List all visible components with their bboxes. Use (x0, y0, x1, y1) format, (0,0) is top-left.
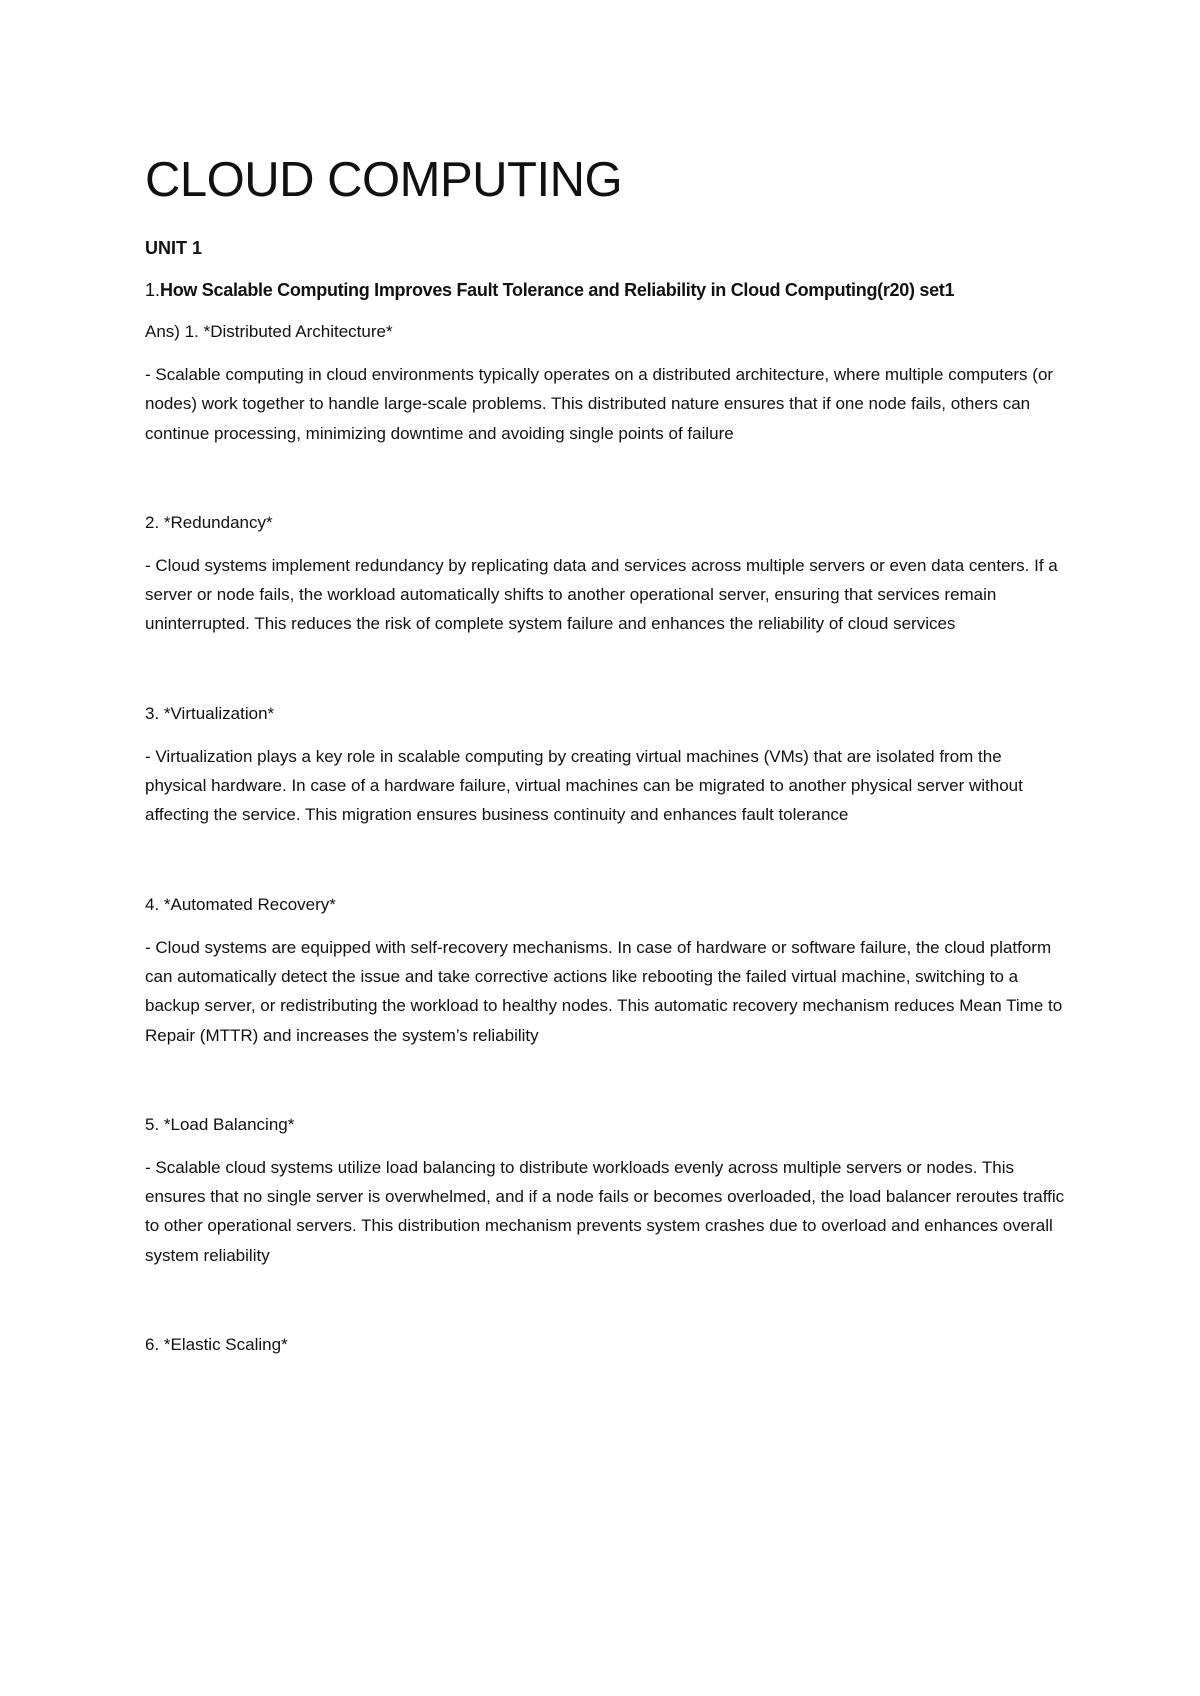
paragraph-spacer (145, 448, 1065, 510)
point-body-automated-recovery: - Cloud systems are equipped with self-recovery mechanisms. In case of hardware or software failure, the cloud platform can automatically detect the issue and take corrective actions like rebooting the failed virtual machine, switching to a backup server, or redistributing the workload to healthy nodes. This automatic recovery mechanism reduces Mean Time to Repair (MTTR) and increases the system’s reliability (145, 937, 1063, 1045)
paragraph-spacer (145, 830, 1065, 892)
point-heading-virtualization: 3. *Virtualization* (145, 703, 275, 723)
answer-prefix: Ans) (145, 322, 185, 341)
question-text: How Scalable Computing Improves Fault Tolerance and Reliability in Cloud Computing(r20) set1 (160, 280, 955, 300)
point-body-redundancy: - Cloud systems implement redundancy by replicating data and services across multiple servers or even data centers. If a server or node fails, the workload automatically shifts to another operational server, ensuring that services remain uninterrupted. This reduces the risk of complete system failure and enhances the reliability of cloud services (145, 555, 1058, 634)
point-body-distributed-architecture: - Scalable computing in cloud environments typically operates on a distributed architecture, where multiple computers (or nodes) work together to handle large-scale problems. This distributed nature ensures that if one node fails, others can continue processing, minimizing downtime and avoiding single points of failure (145, 365, 1054, 443)
document-title: CLOUD COMPUTING (145, 153, 623, 207)
unit-label: UNIT 1 (145, 238, 203, 258)
paragraph-spacer (145, 1050, 1065, 1112)
point-body-virtualization: - Virtualization plays a key role in scalable computing by creating virtual machines (VMs) that are isolated from the physical hardware. In case of a hardware failure, virtual machines can be migrated to another physical server without affecting the service. This migration ensures business continuity and enhances fault tolerance (145, 746, 1023, 825)
question-heading (145, 277, 1065, 303)
point-heading-redundancy: 2. *Redundancy* (145, 512, 273, 532)
question-number: 1. (145, 280, 161, 300)
point-heading-text: 1. *Distributed Architecture* (184, 322, 393, 341)
paragraph-spacer (145, 1270, 1065, 1332)
point-heading-automated-recovery: 4. *Automated Recovery* (145, 894, 336, 914)
paragraph-spacer (145, 639, 1065, 701)
point-heading-load-balancing: 5. *Load Balancing* (145, 1114, 295, 1134)
point-body-load-balancing: - Scalable cloud systems utilize load balancing to distribute workloads evenly across multiple servers or nodes. This ensures that no single server is overwhelmed, and if a node fails or becomes overloaded, the load balancer reroutes traffic to other operational servers. This distribution mechanism prevents system crashes due to overload and enhances overall system reliability (145, 1157, 1065, 1265)
document-content (145, 145, 1065, 1373)
point-heading-elastic-scaling: 6. *Elastic Scaling* (145, 1335, 288, 1355)
point-heading-distributed-architecture (145, 319, 1065, 344)
